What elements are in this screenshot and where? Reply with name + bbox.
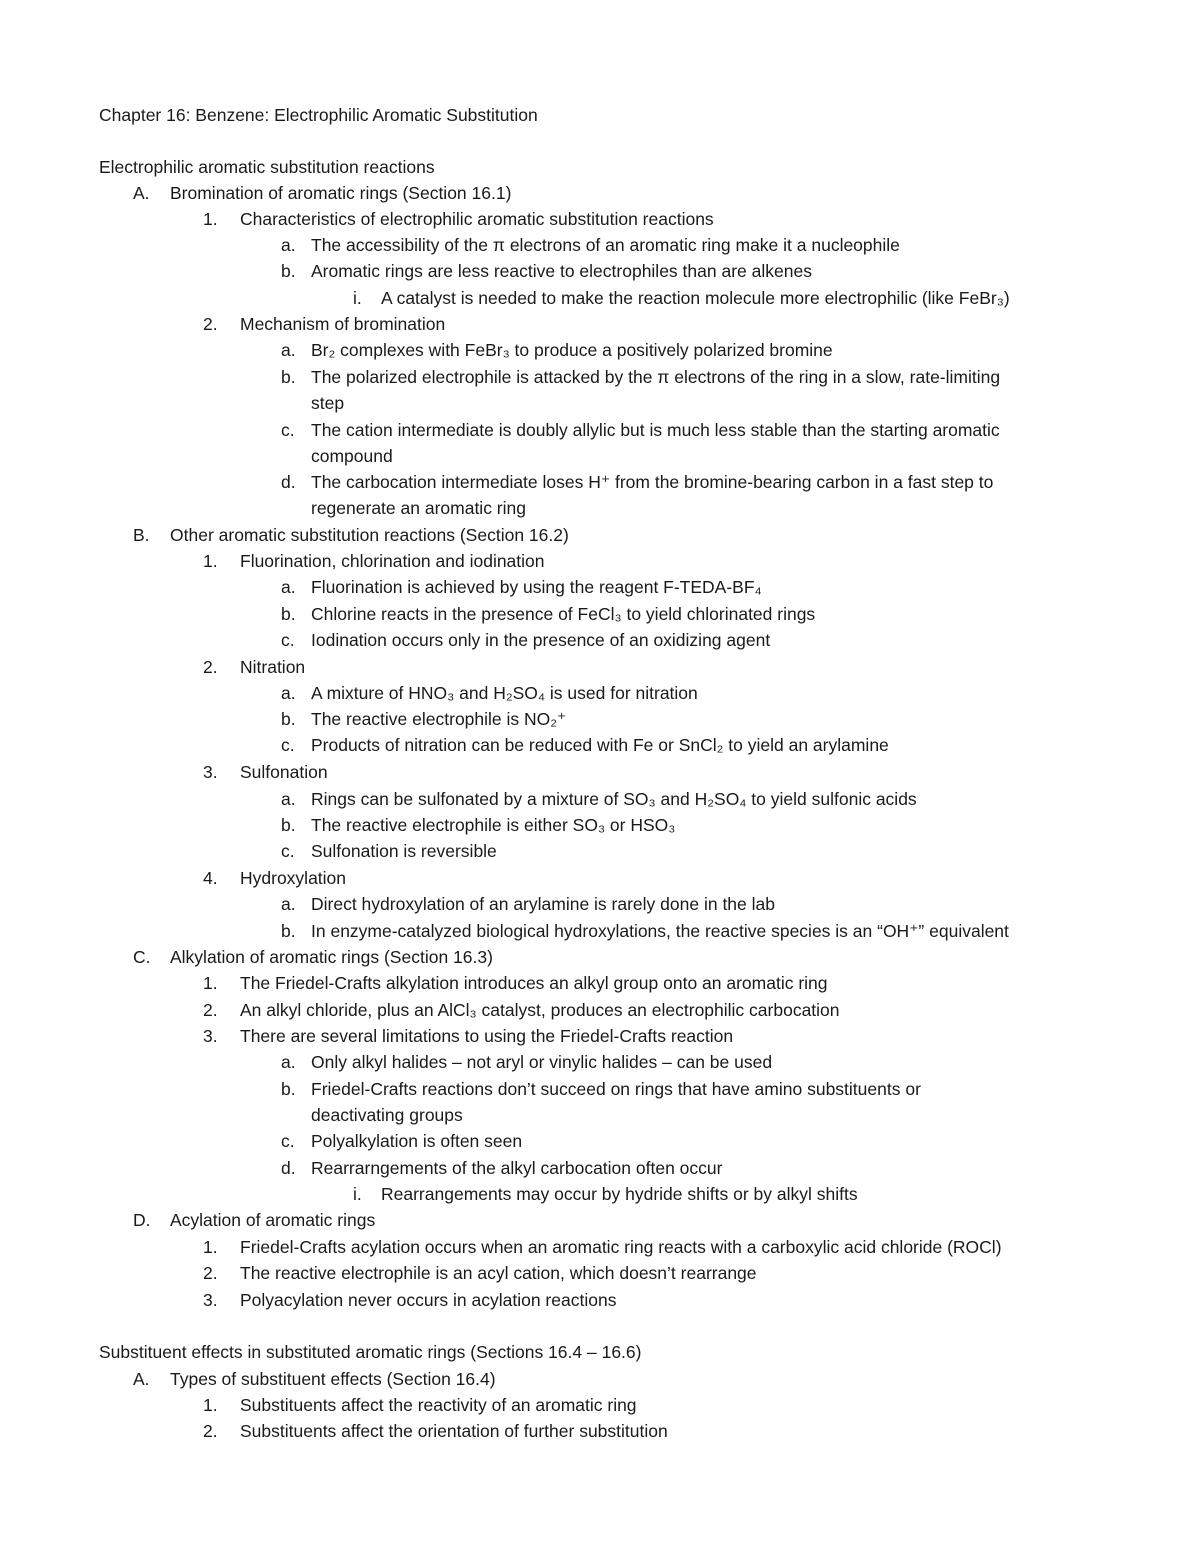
outline-marker: c. — [281, 420, 295, 440]
outline-line — [0, 1102, 1200, 1128]
outline-text: Polyacylation never occurs in acylation reactions — [240, 1290, 617, 1310]
outline-line — [0, 997, 1200, 1023]
outline-line — [0, 1049, 1200, 1075]
outline-line — [0, 180, 1200, 206]
outline-line — [0, 1418, 1200, 1444]
outline-text: Acylation of aromatic rings — [170, 1210, 376, 1230]
outline-text: Direct hydroxylation of an arylamine is rarely done in the lab — [311, 894, 775, 914]
outline-line — [0, 311, 1200, 337]
outline-marker: 2. — [203, 1000, 218, 1020]
outline-text: A mixture of HNO₃ and H₂SO₄ is used for nitration — [311, 683, 698, 703]
outline-line — [0, 680, 1200, 706]
outline-marker: b. — [281, 921, 296, 941]
outline-line — [0, 1207, 1200, 1233]
heading-text: Chapter 16: Benzene: Electrophilic Aromatic Substitution — [99, 105, 538, 125]
outline-marker: i. — [353, 1184, 362, 1204]
outline-marker: 3. — [203, 1290, 218, 1310]
outline-text: The reactive electrophile is NO₂⁺ — [311, 709, 567, 729]
outline-text: The reactive electrophile is either SO₃ or HSO₃ — [311, 815, 676, 835]
outline-line — [0, 944, 1200, 970]
outline-marker: a. — [281, 683, 296, 703]
outline-text: The polarized electrophile is attacked by the π electrons of the ring in a slow, rate-limiting — [311, 367, 1001, 387]
outline-text: Aromatic rings are less reactive to electrophiles than are alkenes — [311, 261, 812, 281]
heading-text: Electrophilic aromatic substitution reactions — [99, 157, 435, 177]
outline-marker: 1. — [203, 1395, 218, 1415]
outline-text: The Friedel-Crafts alkylation introduces an alkyl group onto an aromatic ring — [240, 973, 828, 993]
outline-marker: 4. — [203, 868, 218, 888]
outline-text: Nitration — [240, 657, 306, 677]
outline-marker: 2. — [203, 314, 218, 334]
outline-text: The accessibility of the π electrons of an aromatic ring make it a nucleophile — [311, 235, 900, 255]
outline-marker: 3. — [203, 762, 218, 782]
outline-text: Mechanism of bromination — [240, 314, 446, 334]
outline-line — [0, 1128, 1200, 1154]
section-heading — [0, 102, 1200, 128]
outline-text: Other aromatic substitution reactions (Section 16.2) — [170, 525, 569, 545]
outline-text: Bromination of aromatic rings (Section 16.1) — [170, 183, 512, 203]
outline-marker: 2. — [203, 657, 218, 677]
section-heading — [0, 154, 1200, 180]
outline-line — [0, 1234, 1200, 1260]
outline-line — [0, 1023, 1200, 1049]
outline-text: regenerate an aromatic ring — [311, 498, 526, 518]
outline-text: Types of substituent effects (Section 16.4) — [170, 1369, 496, 1389]
outline-line — [0, 865, 1200, 891]
outline-line — [0, 1366, 1200, 1392]
outline-line — [0, 337, 1200, 363]
outline-text: Friedel-Crafts acylation occurs when an aromatic ring reacts with a carboxylic acid chloride (ROCl) — [240, 1237, 1002, 1257]
outline-marker: b. — [281, 815, 296, 835]
outline-line — [0, 495, 1200, 521]
outline-line — [0, 812, 1200, 838]
outline-text: Chlorine reacts in the presence of FeCl₃ to yield chlorinated rings — [311, 604, 816, 624]
outline-line — [0, 918, 1200, 944]
outline-line — [0, 1076, 1200, 1102]
outline-line — [0, 970, 1200, 996]
outline-marker: a. — [281, 235, 296, 255]
outline-line — [0, 1155, 1200, 1181]
outline-text: The reactive electrophile is an acyl cation, which doesn’t rearrange — [240, 1263, 757, 1283]
outline-text: An alkyl chloride, plus an AlCl₃ catalyst, produces an electrophilic carbocation — [240, 1000, 840, 1020]
outline-line — [0, 838, 1200, 864]
outline-line — [0, 364, 1200, 390]
outline-line — [0, 232, 1200, 258]
outline-text: Iodination occurs only in the presence of an oxidizing agent — [311, 630, 771, 650]
outline-line — [0, 258, 1200, 284]
outline-line — [0, 574, 1200, 600]
outline-marker: A. — [133, 1369, 150, 1389]
outline-marker: 2. — [203, 1421, 218, 1441]
outline-marker: c. — [281, 1131, 295, 1151]
outline-line — [0, 1181, 1200, 1207]
outline-text: A catalyst is needed to make the reaction molecule more electrophilic (like FeBr₃) — [381, 288, 1010, 308]
outline-line — [0, 1260, 1200, 1286]
outline-marker: A. — [133, 183, 150, 203]
outline-text: Friedel-Crafts reactions don’t succeed on rings that have amino substituents or — [311, 1079, 921, 1099]
outline-marker: a. — [281, 340, 296, 360]
outline-line — [0, 891, 1200, 917]
outline-marker: 1. — [203, 1237, 218, 1257]
outline-text: step — [311, 393, 345, 413]
outline-text: Sulfonation — [240, 762, 328, 782]
outline-marker: c. — [281, 735, 295, 755]
outline-line — [0, 759, 1200, 785]
outline-text: compound — [311, 446, 393, 466]
outline-marker: b. — [281, 604, 296, 624]
section-heading — [0, 1339, 1200, 1365]
outline-marker: d. — [281, 472, 296, 492]
outline-marker: 2. — [203, 1263, 218, 1283]
outline-marker: D. — [133, 1210, 151, 1230]
outline-marker: b. — [281, 261, 296, 281]
outline-text: There are several limitations to using the Friedel-Crafts reaction — [240, 1026, 734, 1046]
outline-text: Rearrarngements of the alkyl carbocation often occur — [311, 1158, 723, 1178]
outline-marker: 3. — [203, 1026, 218, 1046]
outline-line — [0, 1287, 1200, 1313]
outline-text: Only alkyl halides – not aryl or vinylic halides – can be used — [311, 1052, 773, 1072]
outline-marker: b. — [281, 1079, 296, 1099]
outline-marker: 1. — [203, 973, 218, 993]
outline-marker: C. — [133, 947, 151, 967]
outline-text: Rings can be sulfonated by a mixture of SO₃ and H₂SO₄ to yield sulfonic acids — [311, 789, 917, 809]
outline-line — [0, 627, 1200, 653]
outline-marker: a. — [281, 1052, 296, 1072]
outline-line — [0, 285, 1200, 311]
outline-text: Characteristics of electrophilic aromatic substitution reactions — [240, 209, 714, 229]
outline-text: deactivating groups — [311, 1105, 463, 1125]
outline-line — [0, 786, 1200, 812]
outline-text: The carbocation intermediate loses H⁺ from the bromine-bearing carbon in a fast step to — [311, 472, 994, 492]
outline-marker: c. — [281, 630, 295, 650]
outline-text: The cation intermediate is doubly allylic but is much less stable than the starting aromatic — [311, 420, 1000, 440]
outline-text: Substituents affect the orientation of further substitution — [240, 1421, 668, 1441]
outline-marker: B. — [133, 525, 150, 545]
outline-marker: a. — [281, 789, 296, 809]
outline-line — [0, 654, 1200, 680]
outline-text: Alkylation of aromatic rings (Section 16.3) — [170, 947, 493, 967]
outline-line — [0, 469, 1200, 495]
outline-text: Fluorination is achieved by using the reagent F-TEDA-BF₄ — [311, 577, 762, 597]
outline-marker: c. — [281, 841, 295, 861]
outline-text: Sulfonation is reversible — [311, 841, 497, 861]
outline-line — [0, 206, 1200, 232]
outline-marker: b. — [281, 367, 296, 387]
outline-text: Hydroxylation — [240, 868, 347, 888]
outline-text: Substituents affect the reactivity of an aromatic ring — [240, 1395, 637, 1415]
outline-line — [0, 1392, 1200, 1418]
outline-marker: b. — [281, 709, 296, 729]
heading-text: Substituent effects in substituted aromatic rings (Sections 16.4 – 16.6) — [99, 1342, 642, 1362]
outline-text: In enzyme-catalyzed biological hydroxylations, the reactive species is an “OH⁺” equivalent — [311, 921, 1009, 941]
outline-text: Polyalkylation is often seen — [311, 1131, 523, 1151]
outline-line — [0, 601, 1200, 627]
outline-line — [0, 522, 1200, 548]
outline-line — [0, 732, 1200, 758]
outline-line — [0, 443, 1200, 469]
outline-line — [0, 548, 1200, 574]
outline-marker: 1. — [203, 209, 218, 229]
outline-marker: 1. — [203, 551, 218, 571]
outline-text: Br₂ complexes with FeBr₃ to produce a positively polarized bromine — [311, 340, 833, 360]
outline-line — [0, 706, 1200, 732]
outline-marker: i. — [353, 288, 362, 308]
outline-text: Fluorination, chlorination and iodination — [240, 551, 545, 571]
outline-marker: d. — [281, 1158, 296, 1178]
outline-marker: a. — [281, 894, 296, 914]
outline-text: Products of nitration can be reduced with Fe or SnCl₂ to yield an arylamine — [311, 735, 889, 755]
outline-line — [0, 390, 1200, 416]
outline-marker: a. — [281, 577, 296, 597]
outline-line — [0, 417, 1200, 443]
outline-text: Rearrangements may occur by hydride shifts or by alkyl shifts — [381, 1184, 858, 1204]
